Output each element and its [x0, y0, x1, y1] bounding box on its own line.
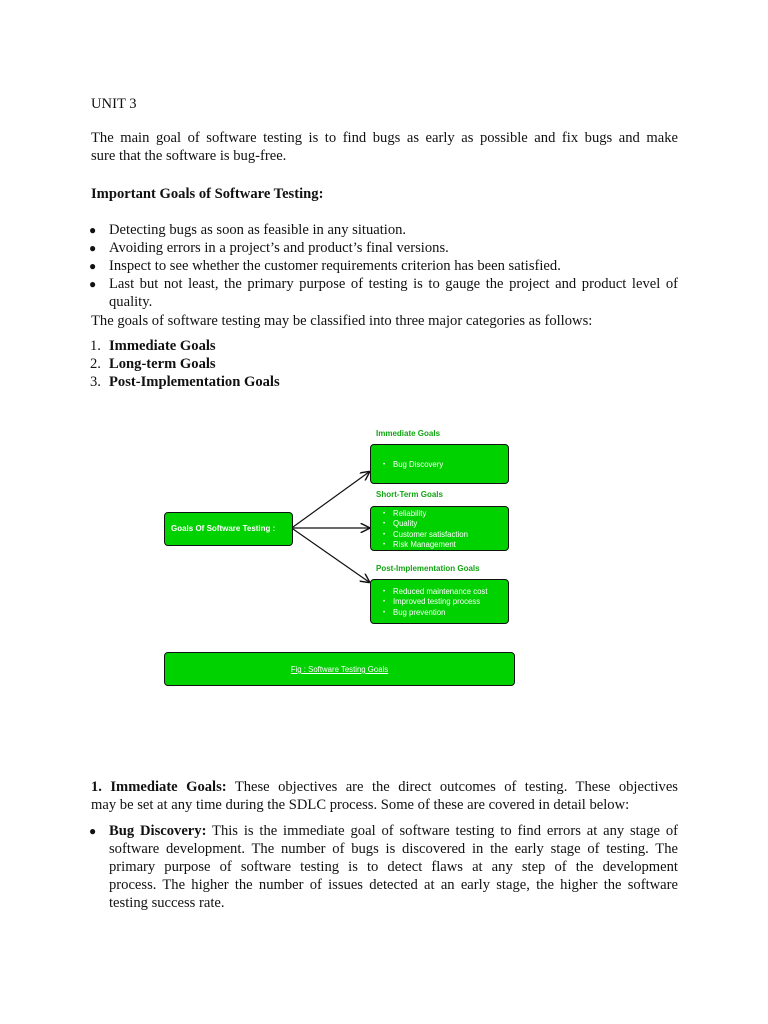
list-item-continuation: process. The higher the number of issues detected at an early stage, the higher the software	[109, 877, 678, 893]
unit-title: UNIT 3	[91, 96, 137, 112]
list-item: • Bug Discovery	[371, 460, 443, 470]
list-item: ● Detecting bugs as soon as feasible in any situation.	[89, 222, 407, 238]
bullet-icon: ●	[89, 824, 97, 838]
list-item-continuation: quality.	[109, 294, 153, 310]
goals-heading: Important Goals of Software Testing:	[91, 186, 324, 202]
list-item: 2. Long-term Goals	[90, 356, 216, 372]
list-item: • Improved testing process	[371, 597, 488, 607]
figure-caption-box	[164, 652, 515, 686]
root-goals-label: Goals Of Software Testing :	[171, 524, 276, 533]
bullet-icon: ●	[89, 277, 97, 291]
bug-discovery-list	[89, 822, 678, 912]
list-item: • Customer satisfaction	[371, 530, 468, 540]
list-item: 1. Immediate Goals	[90, 338, 216, 354]
categories-intro: The goals of software testing may be classified into three major categories as follows:	[91, 313, 593, 329]
short-term-goals-box	[370, 506, 509, 551]
section1-line-1: 1. Immediate Goals: These objectives are the direct outcomes of testing. These objectives	[91, 779, 678, 795]
list-item: • Reliability	[371, 509, 468, 519]
root-goals-box	[164, 512, 293, 546]
immediate-goals-label: Immediate Goals	[376, 429, 441, 438]
bullet-icon: ●	[89, 223, 97, 237]
post-implementation-goals-box	[370, 579, 509, 624]
bullet-icon: ●	[89, 259, 97, 273]
list-item-continuation: testing success rate.	[109, 895, 225, 911]
short-term-goals-label: Short-Term Goals	[376, 490, 443, 499]
arrow-immediate	[293, 472, 369, 527]
intro-line-2: sure that the software is bug-free.	[91, 148, 287, 164]
list-item: • Quality	[371, 519, 468, 529]
list-item-continuation: software development. The number of bugs is discovered in the early stage of testing. The	[109, 841, 678, 857]
figure-caption: Fig : Software Testing Goals	[290, 665, 389, 674]
list-item: 3. Post-Implementation Goals	[90, 374, 280, 390]
list-item: ● Bug Discovery: This is the immediate goal of software testing to find errors at any stage of	[89, 823, 678, 839]
list-item: ● Avoiding errors in a project’s and product’s final versions.	[89, 240, 449, 256]
list-item: • Risk Management	[371, 540, 468, 550]
immediate-goals-box	[370, 444, 509, 484]
post-implementation-goals-label: Post-Implementation Goals	[376, 564, 480, 573]
list-item: ● Inspect to see whether the customer requirements criterion has been satisfied.	[89, 258, 561, 274]
intro-line-1: The main goal of software testing is to find bugs as early as possible and fix bugs and make	[91, 130, 678, 146]
list-item-continuation: primary purpose of software testing is to detect flaws at any step of the development	[109, 859, 678, 875]
section1-label: 1. Immediate Goals:	[91, 779, 227, 795]
section1-line-2: may be set at any time during the SDLC process. Some of these are covered in detail below:	[91, 797, 630, 813]
bullet-icon: ●	[89, 241, 97, 255]
arrow-post-implementation	[293, 529, 369, 582]
list-item: • Bug prevention	[371, 608, 488, 618]
list-item: • Reduced maintenance cost	[371, 587, 488, 597]
list-item: ● Last but not least, the primary purpose of testing is to gauge the project and product level of	[89, 276, 678, 292]
